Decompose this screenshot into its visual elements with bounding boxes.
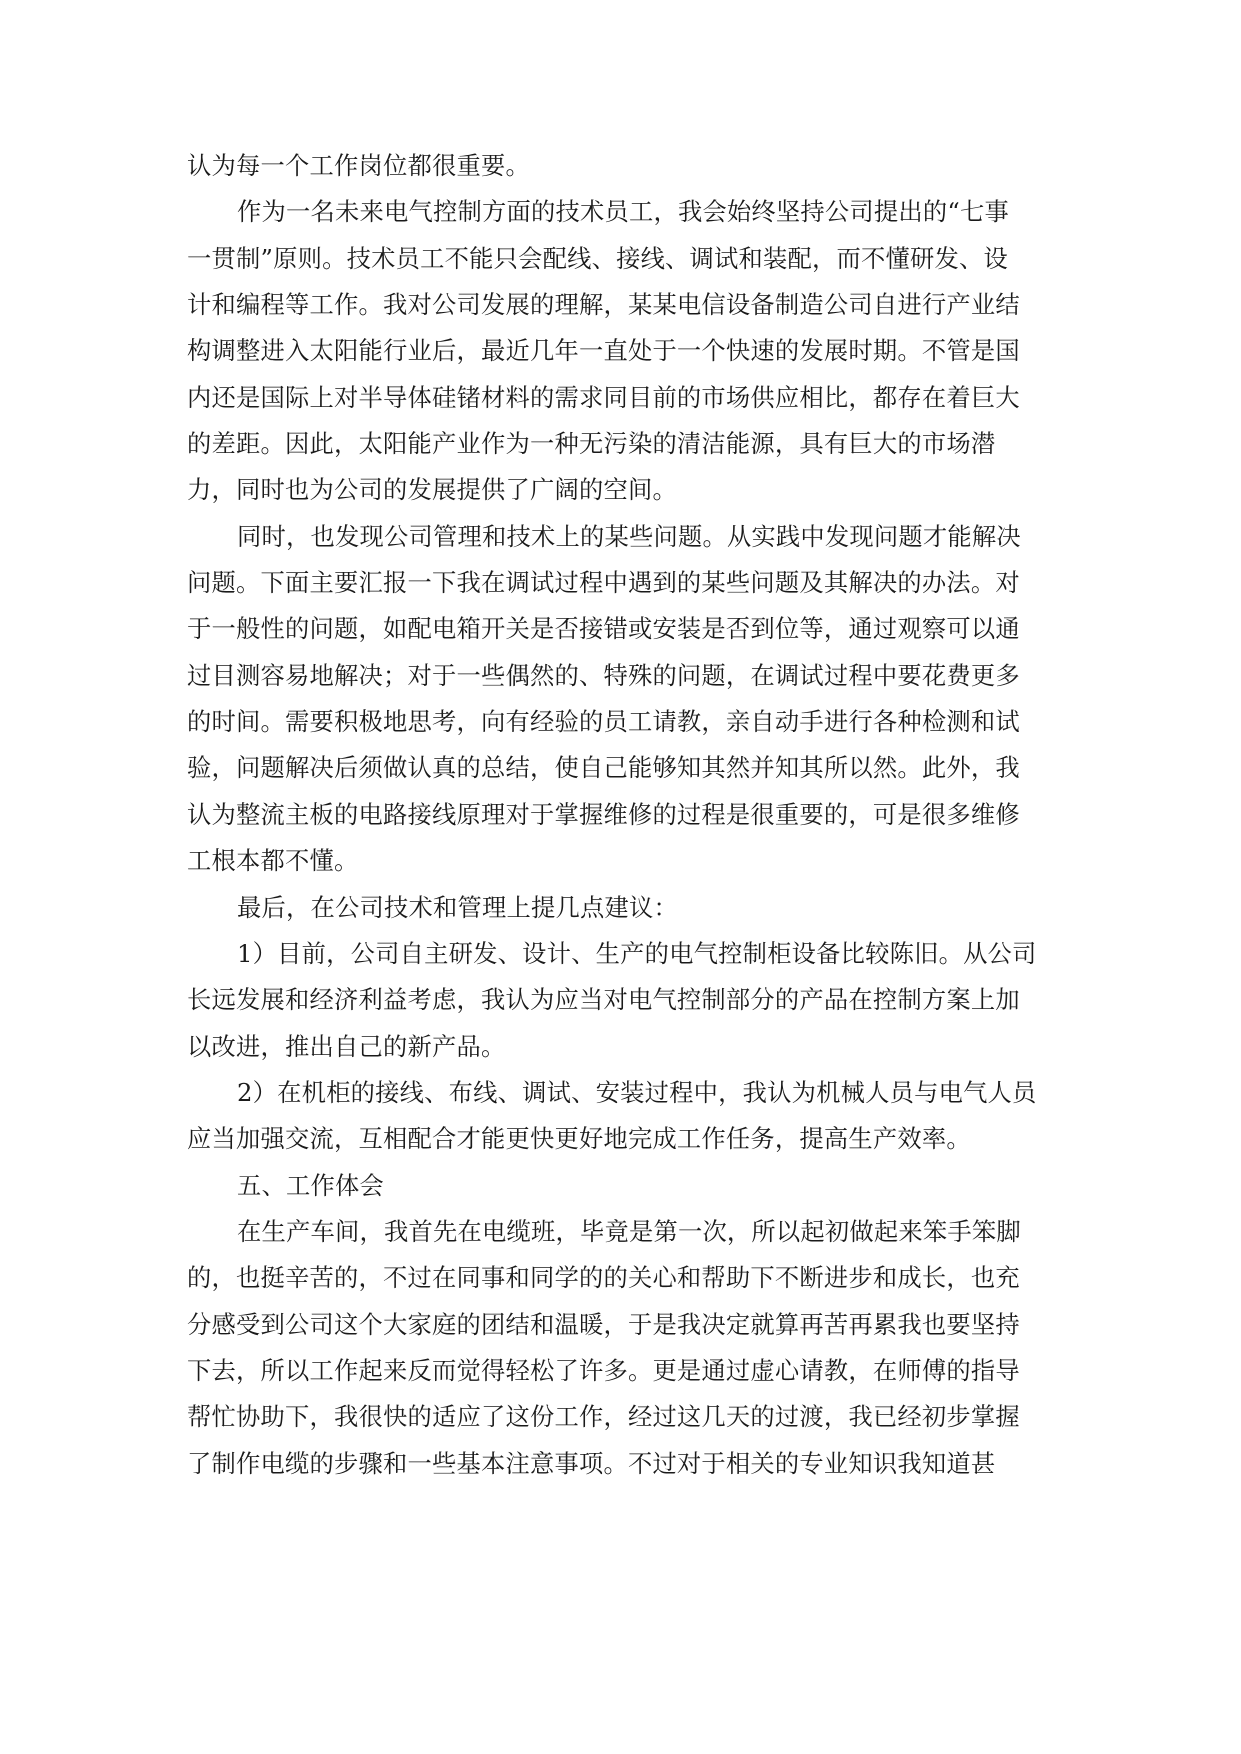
text-line: 2）在机柜的接线、布线、调试、安装过程中，我认为机械人员与电气人员 xyxy=(237,1077,1037,1107)
text-line: 的差距。因此，太阳能产业作为一种无污染的清洁能源，具有巨大的市场潜 xyxy=(187,429,996,459)
text-line: 长远发展和经济利益考虑，我认为应当对电气控制部分的产品在控制方案上加 xyxy=(187,985,1020,1015)
text-line: 在生产车间，我首先在电缆班，毕竟是第一次，所以起初做起来笨手笨脚 xyxy=(237,1216,1021,1246)
text-line: 内还是国际上对半导体硅锗材料的需求同目前的市场供应相比，都存在着巨大 xyxy=(187,382,1020,412)
text-line: 于一般性的问题，如配电箱开关是否接错或安装是否到位等，通过观察可以通 xyxy=(187,614,1020,644)
text-line: 帮忙协助下，我很快的适应了这份工作，经过这几天的过渡，我已经初步掌握 xyxy=(187,1402,1020,1432)
text-line: 五、工作体会 xyxy=(237,1170,384,1200)
text-line: 最后，在公司技术和管理上提几点建议： xyxy=(237,892,678,922)
document-body-text xyxy=(187,146,1057,1490)
text-line: 过目测容易地解决；对于一些偶然的、特殊的问题，在调试过程中要花费更多 xyxy=(187,660,1020,690)
text-line: 应当加强交流，互相配合才能更快更好地完成工作任务，提高生产效率。 xyxy=(187,1124,971,1154)
text-line: 问题。下面主要汇报一下我在调试过程中遇到的某些问题及其解决的办法。对 xyxy=(187,568,1020,598)
text-line: 工根本都不懂。 xyxy=(187,846,359,876)
text-line: 分感受到公司这个大家庭的团结和温暖，于是我决定就算再苦再累我也要坚持 xyxy=(187,1309,1020,1339)
text-line: 一贯制”原则。技术员工不能只会配线、接线、调试和装配，而不懂研发、设 xyxy=(187,243,1009,273)
text-line: 以改进，推出自己的新产品。 xyxy=(187,1031,506,1061)
text-line: 认为每一个工作岗位都很重要。 xyxy=(187,151,530,180)
text-line: 的时间。需要积极地思考，向有经验的员工请教，亲自动手进行各种检测和试 xyxy=(187,707,1020,737)
text-line: 作为一名未来电气控制方面的技术员工，我会始终坚持公司提出的“七事 xyxy=(237,197,1010,227)
text-line: 下去，所以工作起来反而觉得轻松了许多。更是通过虚心请教，在师傅的指导 xyxy=(187,1355,1020,1385)
text-line: 同时，也发现公司管理和技术上的某些问题。从实践中发现问题才能解决 xyxy=(237,521,1021,551)
text-line: 验，问题解决后须做认真的总结，使自己能够知其然并知其所以然。此外，我 xyxy=(187,753,1020,783)
text-line: 1）目前，公司自主研发、设计、生产的电气控制柜设备比较陈旧。从公司 xyxy=(237,938,1037,968)
text-line: 计和编程等工作。我对公司发展的理解，某某电信设备制造公司自进行产业结 xyxy=(187,290,1020,320)
text-line: 构调整进入太阳能行业后，最近几年一直处于一个快速的发展时期。不管是国 xyxy=(187,336,1020,366)
text-line: 认为整流主板的电路接线原理对于掌握维修的过程是很重要的，可是很多维修 xyxy=(187,799,1020,829)
text-line: 的，也挺辛苦的，不过在同事和同学的的关心和帮助下不断进步和成长，也充 xyxy=(187,1263,1020,1293)
text-line: 了制作电缆的步骤和一些基本注意事项。不过对于相关的专业知识我知道甚 xyxy=(187,1448,996,1478)
text-line: 力，同时也为公司的发展提供了广阔的空间。 xyxy=(187,475,677,505)
